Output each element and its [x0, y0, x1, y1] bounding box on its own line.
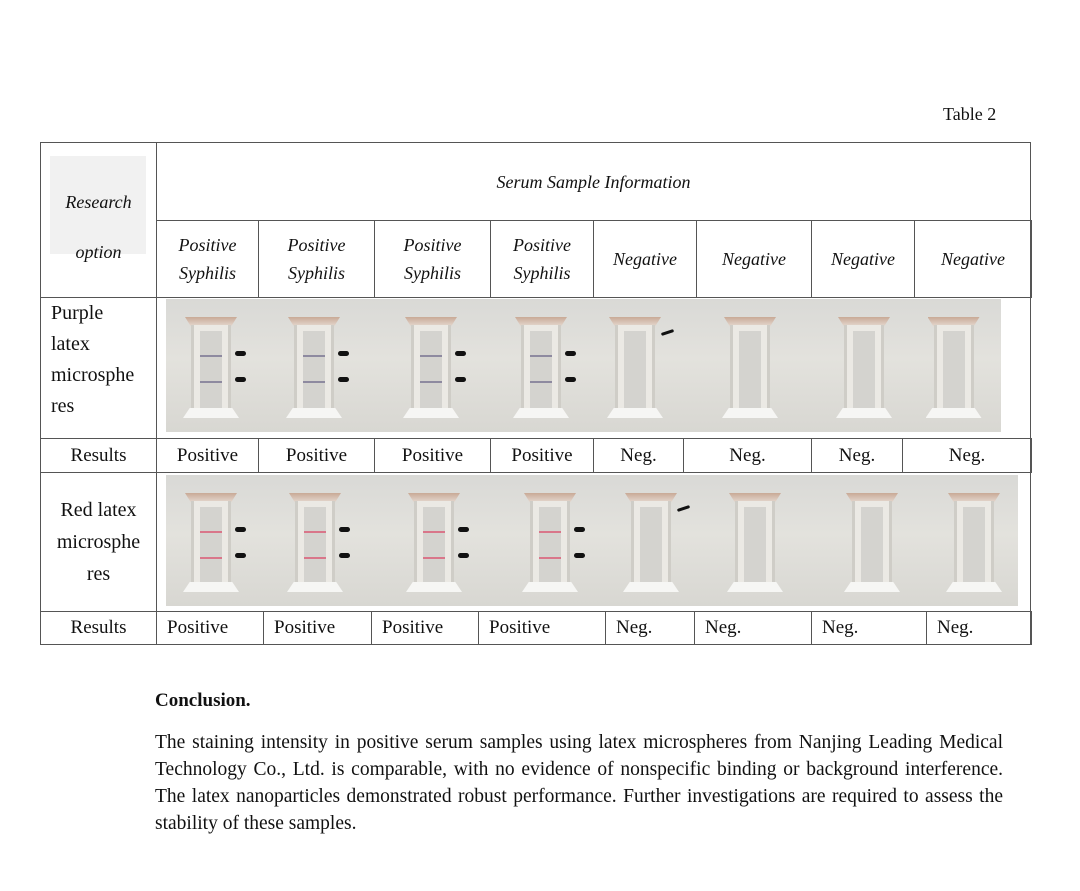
test-cassette [696, 475, 814, 606]
pen-mark [235, 377, 246, 382]
control-band [304, 531, 326, 533]
column-header-line2: Syphilis [179, 263, 236, 283]
test-cassette [592, 299, 678, 432]
red-results-label: Results [40, 611, 157, 645]
test-cassette [374, 475, 494, 606]
test-cassette [372, 299, 490, 432]
column-header-line1: Negative [941, 249, 1005, 269]
test-cassette [166, 299, 256, 432]
test-cassette [678, 299, 822, 432]
result-cell [258, 438, 375, 473]
result-cell [694, 611, 812, 645]
result-cell [478, 611, 606, 645]
sample-column-header [914, 220, 1032, 298]
purple-results-label: Results [40, 438, 157, 473]
pen-mark [235, 351, 246, 356]
result-cell [156, 611, 264, 645]
pen-mark [574, 553, 585, 558]
test-cassette [906, 299, 1001, 432]
sample-column-header [593, 220, 697, 298]
purple-test-strip-photo [166, 299, 1001, 432]
test-cassette [256, 299, 372, 432]
pen-mark [574, 527, 585, 532]
test-band [200, 381, 222, 383]
test-cassette [256, 475, 374, 606]
sample-column-header [156, 220, 259, 298]
test-band [303, 381, 325, 383]
red-test-strip-photo [166, 475, 1018, 606]
test-band [423, 557, 445, 559]
pen-mark [661, 329, 674, 336]
control-band [303, 355, 325, 357]
result-text: Neg. [822, 617, 859, 638]
test-cassette [494, 475, 606, 606]
test-band [200, 557, 222, 559]
pen-mark [235, 553, 246, 558]
control-band [530, 355, 552, 357]
result-text: Neg. [705, 617, 742, 638]
result-cell [156, 438, 259, 473]
result-cell [811, 611, 927, 645]
red-label-line: res [86, 563, 111, 585]
pen-mark [455, 377, 466, 382]
result-text: Positive [274, 617, 336, 638]
pen-mark [677, 505, 690, 512]
column-header-line2: Syphilis [404, 263, 461, 283]
control-band [423, 531, 445, 533]
pen-mark [455, 351, 466, 356]
result-cell [593, 438, 684, 473]
sample-column-header [811, 220, 915, 298]
result-text: Positive [382, 617, 444, 638]
column-header-line2: Syphilis [513, 263, 571, 283]
test-band [420, 381, 442, 383]
purple-label-line: latex [51, 333, 90, 355]
pen-mark [338, 351, 349, 356]
test-band [530, 381, 552, 383]
table-caption: Table 2 [943, 104, 997, 124]
test-cassette [166, 475, 256, 606]
sample-column-header [258, 220, 375, 298]
column-header-line1: Negative [722, 249, 786, 269]
research-option-line2: option [75, 242, 122, 262]
result-cell [371, 611, 479, 645]
purple-latex-label [40, 297, 157, 439]
result-cell [374, 438, 491, 473]
purple-label-line: res [51, 395, 75, 417]
serum-sample-information-header: Serum Sample Information [156, 142, 1031, 221]
test-cassette [606, 475, 696, 606]
result-text: Positive [401, 444, 464, 466]
pen-mark [565, 351, 576, 356]
column-header-line1: Negative [831, 249, 895, 269]
result-cell [811, 438, 903, 473]
red-latex-label [40, 472, 157, 612]
column-header-line2: Syphilis [288, 263, 345, 283]
control-band [420, 355, 442, 357]
purple-label-line: microsphe [51, 364, 135, 386]
result-text: Positive [176, 444, 239, 466]
result-text: Neg. [838, 444, 876, 466]
control-band [200, 355, 222, 357]
research-option-line1: Research [65, 192, 132, 212]
result-text: Neg. [616, 617, 653, 638]
control-band [200, 531, 222, 533]
result-text: Neg. [729, 444, 766, 466]
conclusion-heading: Conclusion. [155, 690, 251, 711]
test-cassette [814, 475, 930, 606]
column-header-line1: Positive [403, 235, 462, 255]
test-cassette [822, 299, 906, 432]
pen-mark [339, 527, 350, 532]
result-cell [926, 611, 1032, 645]
result-cell [490, 438, 594, 473]
conclusion-paragraph: The staining intensity in positive serum samples using latex microspheres from Nanjing Leading Medical Technology Co., Ltd. is comparable, with no evidence of nonspecific binding or background interference. The latex nanoparticles demonstrated robust performance. Further investigations are required to assess the stability of these samples. [155, 732, 1003, 834]
pen-mark [339, 553, 350, 558]
result-cell [683, 438, 812, 473]
result-text: Positive [489, 617, 551, 638]
result-cell [605, 611, 695, 645]
red-label-line: microsphe [56, 531, 141, 553]
result-text: Neg. [948, 444, 986, 466]
pen-mark [338, 377, 349, 382]
test-cassette [490, 299, 592, 432]
result-cell [902, 438, 1032, 473]
result-text: Positive [285, 444, 348, 466]
research-option-cell [40, 142, 157, 298]
pen-mark [458, 527, 469, 532]
purple-label-line: Purple [51, 302, 104, 324]
test-band [539, 557, 561, 559]
test-cassette [930, 475, 1018, 606]
result-text: Neg. [937, 617, 974, 638]
column-header-line1: Negative [613, 249, 677, 269]
pen-mark [458, 553, 469, 558]
result-text: Positive [167, 617, 229, 638]
column-header-line1: Positive [178, 235, 237, 255]
pen-mark [235, 527, 246, 532]
pen-mark [565, 377, 576, 382]
sample-column-header [374, 220, 491, 298]
column-header-line1: Positive [287, 235, 346, 255]
red-label-line: Red latex [60, 499, 137, 521]
result-text: Positive [511, 444, 573, 466]
result-text: Neg. [620, 444, 657, 466]
control-band [539, 531, 561, 533]
sample-column-header [490, 220, 594, 298]
sample-column-header [696, 220, 812, 298]
result-cell [263, 611, 372, 645]
test-band [304, 557, 326, 559]
column-header-line1: Positive [513, 235, 571, 255]
